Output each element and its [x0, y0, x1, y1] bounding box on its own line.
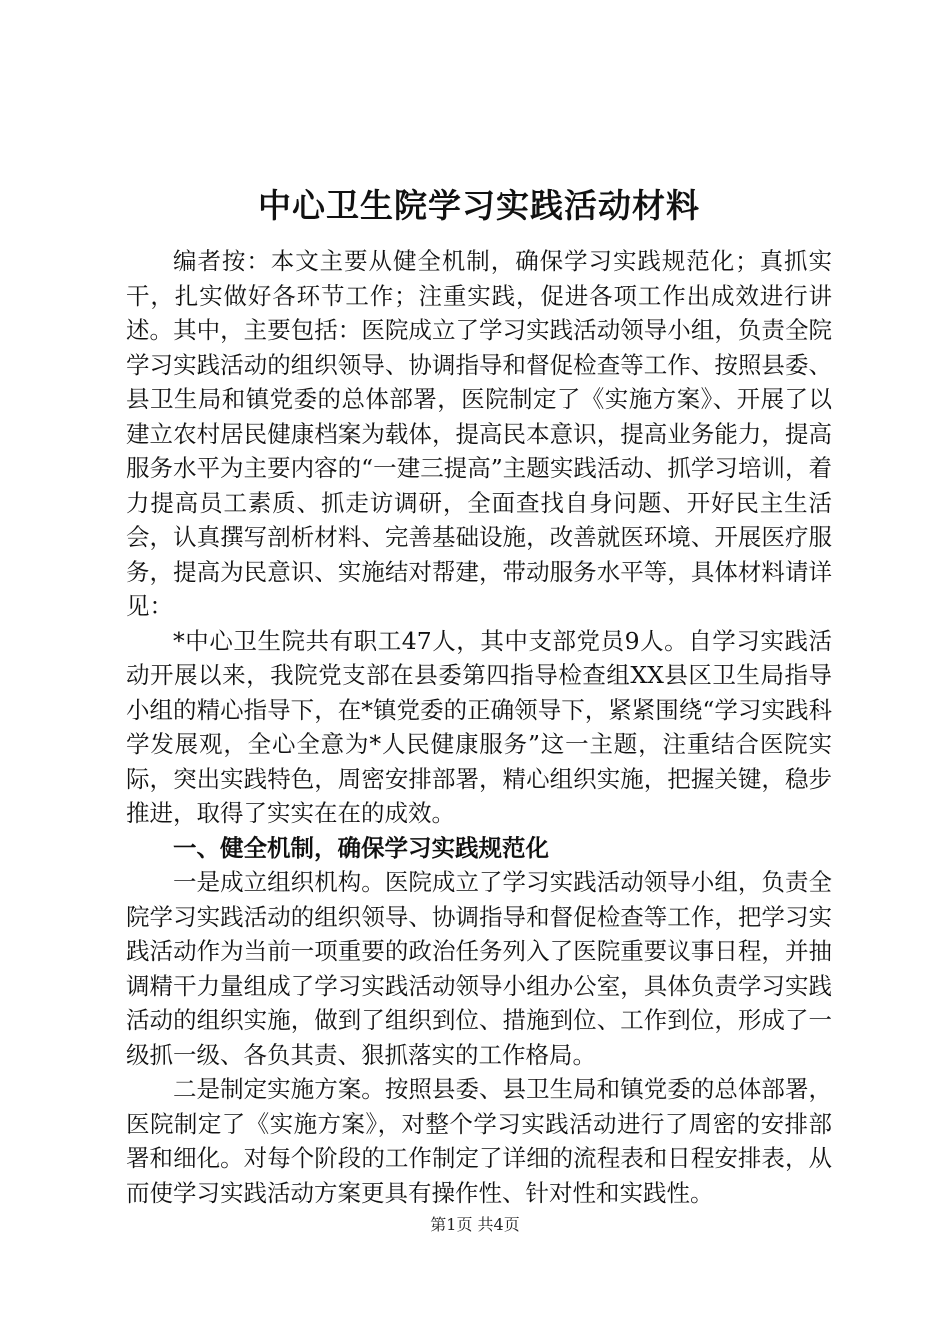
page-footer: 第1页 共4页	[430, 1215, 520, 1234]
body-paragraph-organization: 一是成立组织机构。医院成立了学习实践活动领导小组，负责全院学习实践活动的组织领导、协调指导和督促检查等工作，把学习实践活动作为当前一项重要的政治任务列入了医院重要议事日程，并抽调精干力量组成了学习实践活动领导小组办公室，具体负责学习实践活动的组织实施，做到了组织到位、措施到位、工作到位，形成了一级抓一级、各负其责、狠抓落实的工作格局。	[126, 868, 832, 1069]
section-heading-1: 一、健全机制，确保学习实践规范化	[173, 833, 549, 862]
body-paragraph-plan: 二是制定实施方案。按照县委、县卫生局和镇党委的总体部署，医院制定了《实施方案》，对整个学习实践活动进行了周密的安排部署和细化。对每个阶段的工作制定了详细的流程表和日程安排表，从而使学习实践活动方案更具有操作性、针对性和实践性。	[126, 1075, 832, 1207]
editor-note-paragraph: 编者按：本文主要从健全机制，确保学习实践规范化；真抓实干，扎实做好各环节工作；注重实践，促进各项工作出成效进行讲述。其中，主要包括：医院成立了学习实践活动领导小组，负责全院学习实践活动的组织领导、协调指导和督促检查等工作、按照县委、县卫生局和镇党委的总体部署，医院制定了《实施方案》、开展了以建立农村居民健康档案为载体，提高民本意识，提高业务能力，提高服务水平为主要内容的“一建三提高”主题实践活动、抓学习培训，着力提高员工素质、抓走访调研，全面查找自身问题、开好民主生活会，认真撰写剖析材料、完善基础设施，改善就医环境、开展医疗服务，提高为民意识、实施结对帮建，带动服务水平等，具体材料请详见：	[126, 247, 832, 620]
intro-paragraph: *中心卫生院共有职工47人，其中支部党员9人。自学习实践活动开展以来，我院党支部在县委第四指导检查组XX县区卫生局指导小组的精心指导下，在*镇党委的正确领导下，紧紧围绕“学习实践科学发展观，全心全意为*人民健康服务”这一主题，注重结合医院实际，突出实践特色，周密安排部署，精心组织实施，把握关键，稳步推进，取得了实实在在的成效。	[126, 626, 832, 827]
document-page	[126, 178, 832, 1210]
document-title: 中心卫生院学习实践活动材料	[258, 186, 700, 225]
